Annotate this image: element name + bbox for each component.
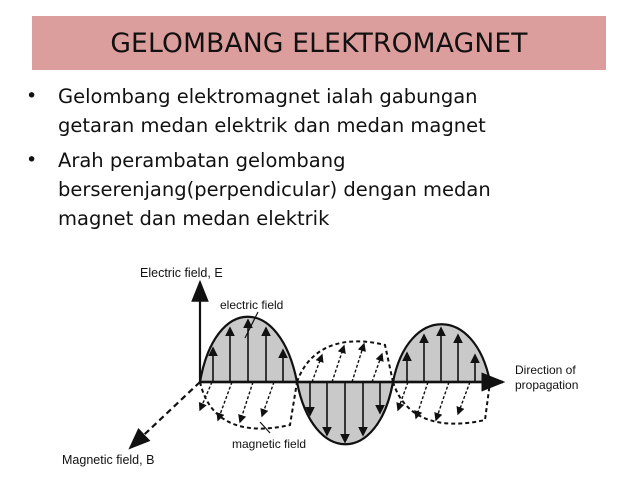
bullet-line: berserenjang(perpendicular) dengan medan [58,178,491,201]
bullet-line: getaran medan elektrik dan medan magnet [58,114,486,137]
direction-label-line2: propagation [515,378,579,392]
title-bar [32,16,606,70]
bullet-dot-icon: • [26,149,38,171]
magnetic-axis-label: Magnetic field, B [62,453,155,467]
bullet-line: Gelombang elektromagnet ialah gabungan [58,85,478,108]
bullet-list [24,82,624,239]
magnetic-axis [130,382,200,448]
magnetic-wave-label: magnetic field [232,437,307,451]
bullet-line: magnet dan medan elektrik [58,207,330,230]
em-wave-diagram [0,250,638,479]
bullet-dot-icon: • [26,85,38,107]
direction-label-line1: Direction of [515,363,576,377]
bullet-item [24,82,624,140]
electric-axis-label: Electric field, E [140,266,223,280]
bullet-item [24,146,624,233]
slide-title: GELOMBANG ELEKTROMAGNET [110,27,528,59]
bullet-line: Arah perambatan gelombang [58,149,346,172]
electric-wave-label: electric field [220,298,284,312]
